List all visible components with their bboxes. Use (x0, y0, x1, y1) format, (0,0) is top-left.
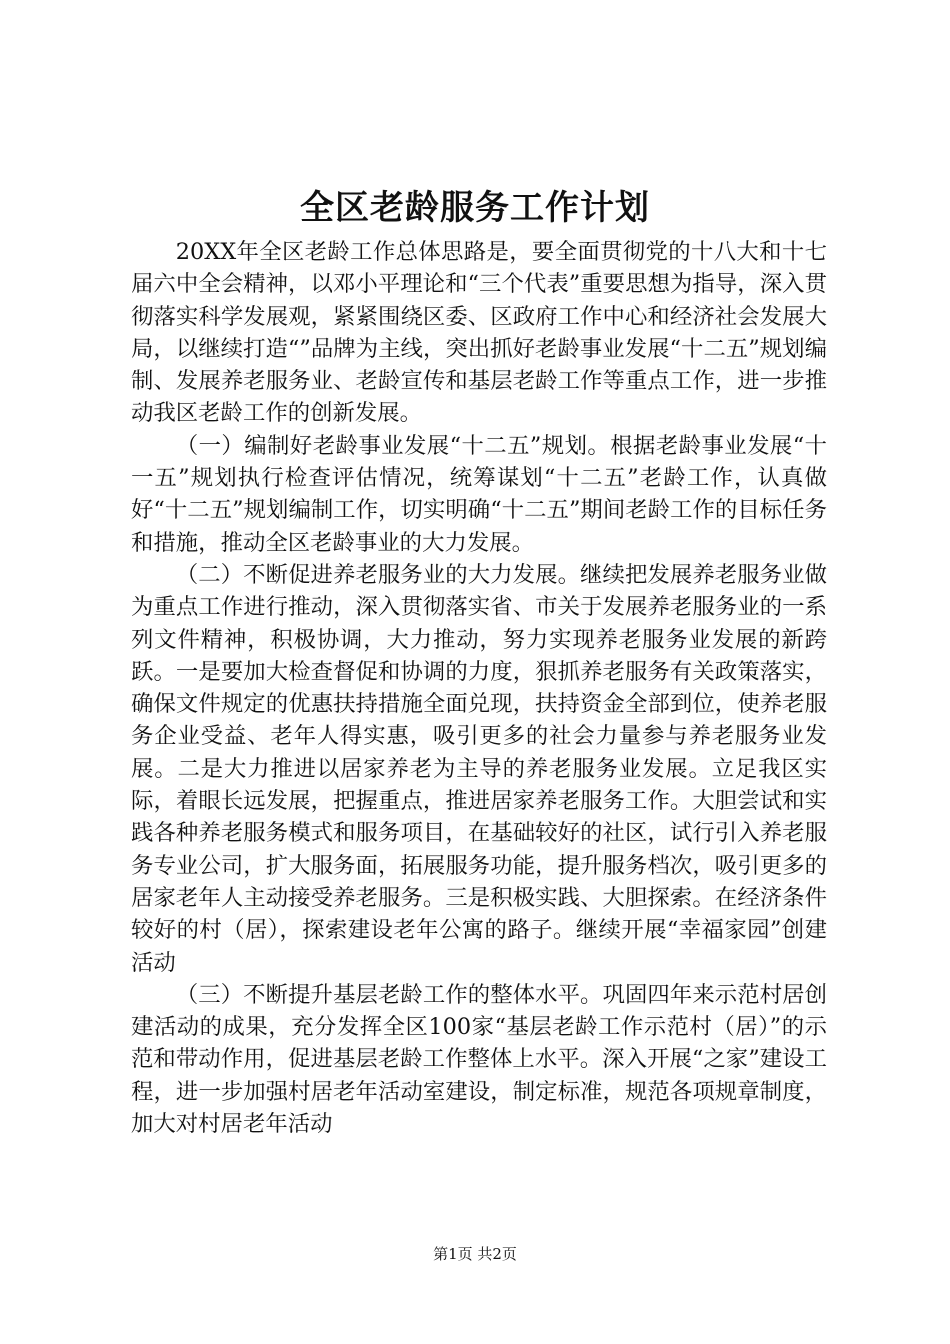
paragraph-section-2: （二）不断促进养老服务业的大力发展。继续把发展养老服务业做为重点工作进行推动，深入贯彻落实省、市关于发展养老服务业的一系列文件精神，积极协调，大力推动，努力实现养老服务业发展的新跨跃。一是要加大检查督促和协调的力度，狠抓养老服务有关政策落实，确保文件规定的优惠扶持措施全面兑现，扶持资金全部到位，使养老服务企业受益、老年人得实惠，吸引更多的社会力量参与养老服务业发展。二是大力推进以居家养老为主导的养老服务业发展。立足我区实际，着眼长远发展，把握重点，推进居家养老服务工作。大胆尝试和实践各种养老服务模式和服务项目，在基础较好的社区，试行引入养老服务专业公司，扩大服务面，拓展服务功能，提升服务档次，吸引更多的居家老年人主动接受养老服务。三是积极实践、大胆探索。在经济条件较好的村（居），探索建设老年公寓的路子。继续开展“幸福家园”创建活动 (131, 561, 827, 976)
document-body (131, 236, 827, 1140)
paragraph-section-1: （一）编制好老龄事业发展“十二五”规划。根据老龄事业发展“十一五”规划执行检查评估情况，统筹谋划“十二五”老龄工作，认真做好“十二五”规划编制工作，切实明确“十二五”期间老龄工作的目标任务和措施，推动全区老龄事业的大力发展。 (131, 432, 827, 556)
paragraph-intro: 20XX年全区老龄工作总体思路是，要全面贯彻党的十八大和十七届六中全会精神，以邓小平理论和“三个代表”重要思想为指导，深入贯彻落实科学发展观，紧紧围绕区委、区政府工作中心和经济社会发展大局，以继续打造“”品牌为主线，突出抓好老龄事业发展“十二五”规划编制、发展养老服务业、老龄宣传和基层老龄工作等重点工作，进一步推动我区老龄工作的创新发展。 (131, 239, 827, 427)
paragraph-section-3: （三）不断提升基层老龄工作的整体水平。巩固四年来示范村居创建活动的成果，充分发挥全区100家“基层老龄工作示范村（居）”的示范和带动作用，促进基层老龄工作整体上水平。深入开展“之家”建设工程，进一步加强村居老年活动室建设，制定标准，规范各项规章制度，加大对村居老年活动 (131, 981, 827, 1138)
page-footer: 第1页 共2页 (433, 1245, 517, 1263)
document-title: 全区老龄服务工作计划 (300, 188, 650, 228)
